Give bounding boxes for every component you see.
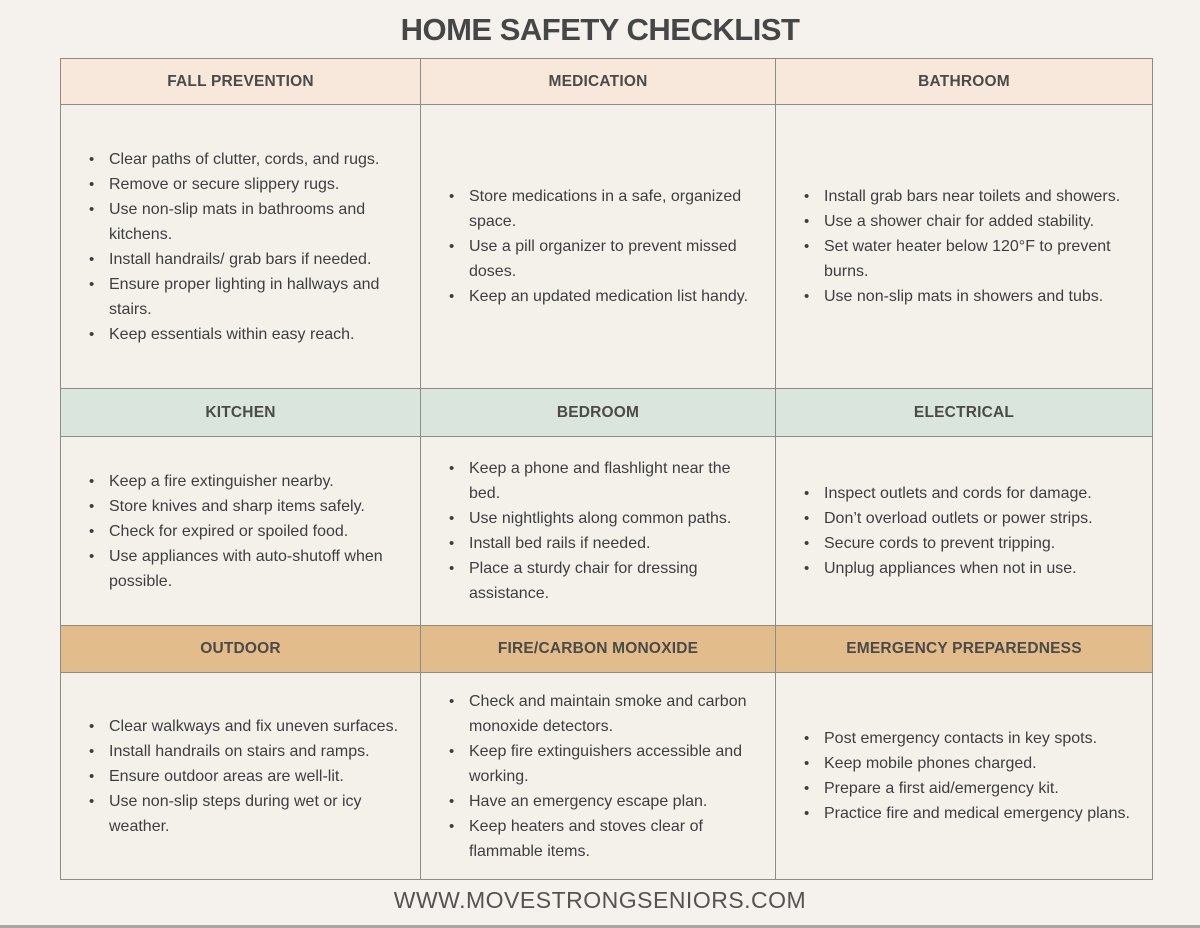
section-header-medication: MEDICATION — [421, 59, 776, 105]
section-body-outdoor — [61, 673, 421, 879]
checklist-item: • Keep heaters and stoves clear of flammable items. — [449, 814, 751, 864]
section-body-emergency-preparedness — [776, 673, 1152, 879]
checklist-electrical — [790, 481, 1093, 581]
checklist-item: • Use nightlights along common paths. — [449, 506, 751, 531]
checklist-item: • Check and maintain smoke and carbon monoxide detectors. — [449, 689, 751, 739]
checklist-table — [60, 58, 1153, 880]
checklist-item: • Inspect outlets and cords for damage. — [804, 481, 1093, 506]
checklist-item: • Keep mobile phones charged. — [804, 751, 1130, 776]
checklist-emergency-preparedness — [790, 726, 1130, 826]
checklist-item: • Have an emergency escape plan. — [449, 789, 751, 814]
section-header-fire-carbon-monoxide: FIRE/CARBON MONOXIDE — [421, 626, 776, 673]
checklist-item: • Install handrails/ grab bars if needed. — [89, 247, 412, 272]
checklist-item: • Install grab bars near toilets and showers. — [804, 184, 1144, 209]
checklist-kitchen — [75, 469, 412, 594]
checklist-item: • Don’t overload outlets or power strips. — [804, 506, 1093, 531]
section-body-bedroom — [421, 437, 776, 626]
checklist-item: • Keep fire extinguishers accessible and working. — [449, 739, 751, 789]
checklist-outdoor — [75, 714, 412, 839]
section-body-medication — [421, 105, 776, 389]
checklist-item: • Store knives and sharp items safely. — [89, 494, 412, 519]
checklist-item: • Install handrails on stairs and ramps. — [89, 739, 412, 764]
checklist-item: • Place a sturdy chair for dressing assistance. — [449, 556, 751, 606]
checklist-item: • Remove or secure slippery rugs. — [89, 172, 412, 197]
section-header-bathroom: BATHROOM — [776, 59, 1152, 105]
checklist-item: • Secure cords to prevent tripping. — [804, 531, 1093, 556]
section-header-outdoor: OUTDOOR — [61, 626, 421, 673]
checklist-item: • Use non-slip mats in bathrooms and kitchens. — [89, 197, 412, 247]
section-body-fall-prevention — [61, 105, 421, 389]
checklist-item: • Store medications in a safe, organized space. — [449, 184, 751, 234]
checklist-bathroom — [790, 184, 1144, 309]
checklist-item: • Use appliances with auto-shutoff when possible. — [89, 544, 412, 594]
checklist-item: • Ensure proper lighting in hallways and stairs. — [89, 272, 412, 322]
footer-url: WWW.MOVESTRONGSENIORS.COM — [393, 886, 807, 913]
checklist-item: • Keep essentials within easy reach. — [89, 322, 412, 347]
checklist-item: • Use non-slip mats in showers and tubs. — [804, 284, 1144, 309]
checklist-item: • Practice fire and medical emergency plans. — [804, 801, 1130, 826]
checklist-item: • Keep a phone and flashlight near the bed. — [449, 456, 751, 506]
checklist-item: • Use a pill organizer to prevent missed doses. — [449, 234, 751, 284]
page-title: HOME SAFETY CHECKLIST — [400, 12, 800, 47]
section-header-bedroom: BEDROOM — [421, 389, 776, 437]
section-body-electrical — [776, 437, 1152, 626]
section-header-electrical: ELECTRICAL — [776, 389, 1152, 437]
checklist-item: • Keep a fire extinguisher nearby. — [89, 469, 412, 494]
section-body-bathroom — [776, 105, 1152, 389]
checklist-item: • Ensure outdoor areas are well-lit. — [89, 764, 412, 789]
section-header-kitchen: KITCHEN — [61, 389, 421, 437]
checklist-item: • Clear paths of clutter, cords, and rugs. — [89, 147, 412, 172]
section-body-kitchen — [61, 437, 421, 626]
section-header-emergency-preparedness: EMERGENCY PREPAREDNESS — [776, 626, 1152, 673]
checklist-bedroom — [435, 456, 751, 606]
checklist-item: • Check for expired or spoiled food. — [89, 519, 412, 544]
checklist-item: • Keep an updated medication list handy. — [449, 284, 751, 309]
checklist-medication — [435, 184, 751, 309]
checklist-item: • Install bed rails if needed. — [449, 531, 751, 556]
checklist-item: • Prepare a first aid/emergency kit. — [804, 776, 1130, 801]
checklist-fall-prevention — [75, 147, 412, 347]
checklist-item: • Clear walkways and fix uneven surfaces. — [89, 714, 412, 739]
checklist-item: • Set water heater below 120°F to prevent burns. — [804, 234, 1144, 284]
checklist-item: • Use non-slip steps during wet or icy weather. — [89, 789, 412, 839]
section-body-fire-carbon-monoxide — [421, 673, 776, 879]
checklist-item: • Use a shower chair for added stability. — [804, 209, 1144, 234]
checklist-item: • Unplug appliances when not in use. — [804, 556, 1093, 581]
checklist-item: • Post emergency contacts in key spots. — [804, 726, 1130, 751]
checklist-fire-carbon-monoxide — [435, 689, 751, 864]
section-header-fall-prevention: FALL PREVENTION — [61, 59, 421, 105]
